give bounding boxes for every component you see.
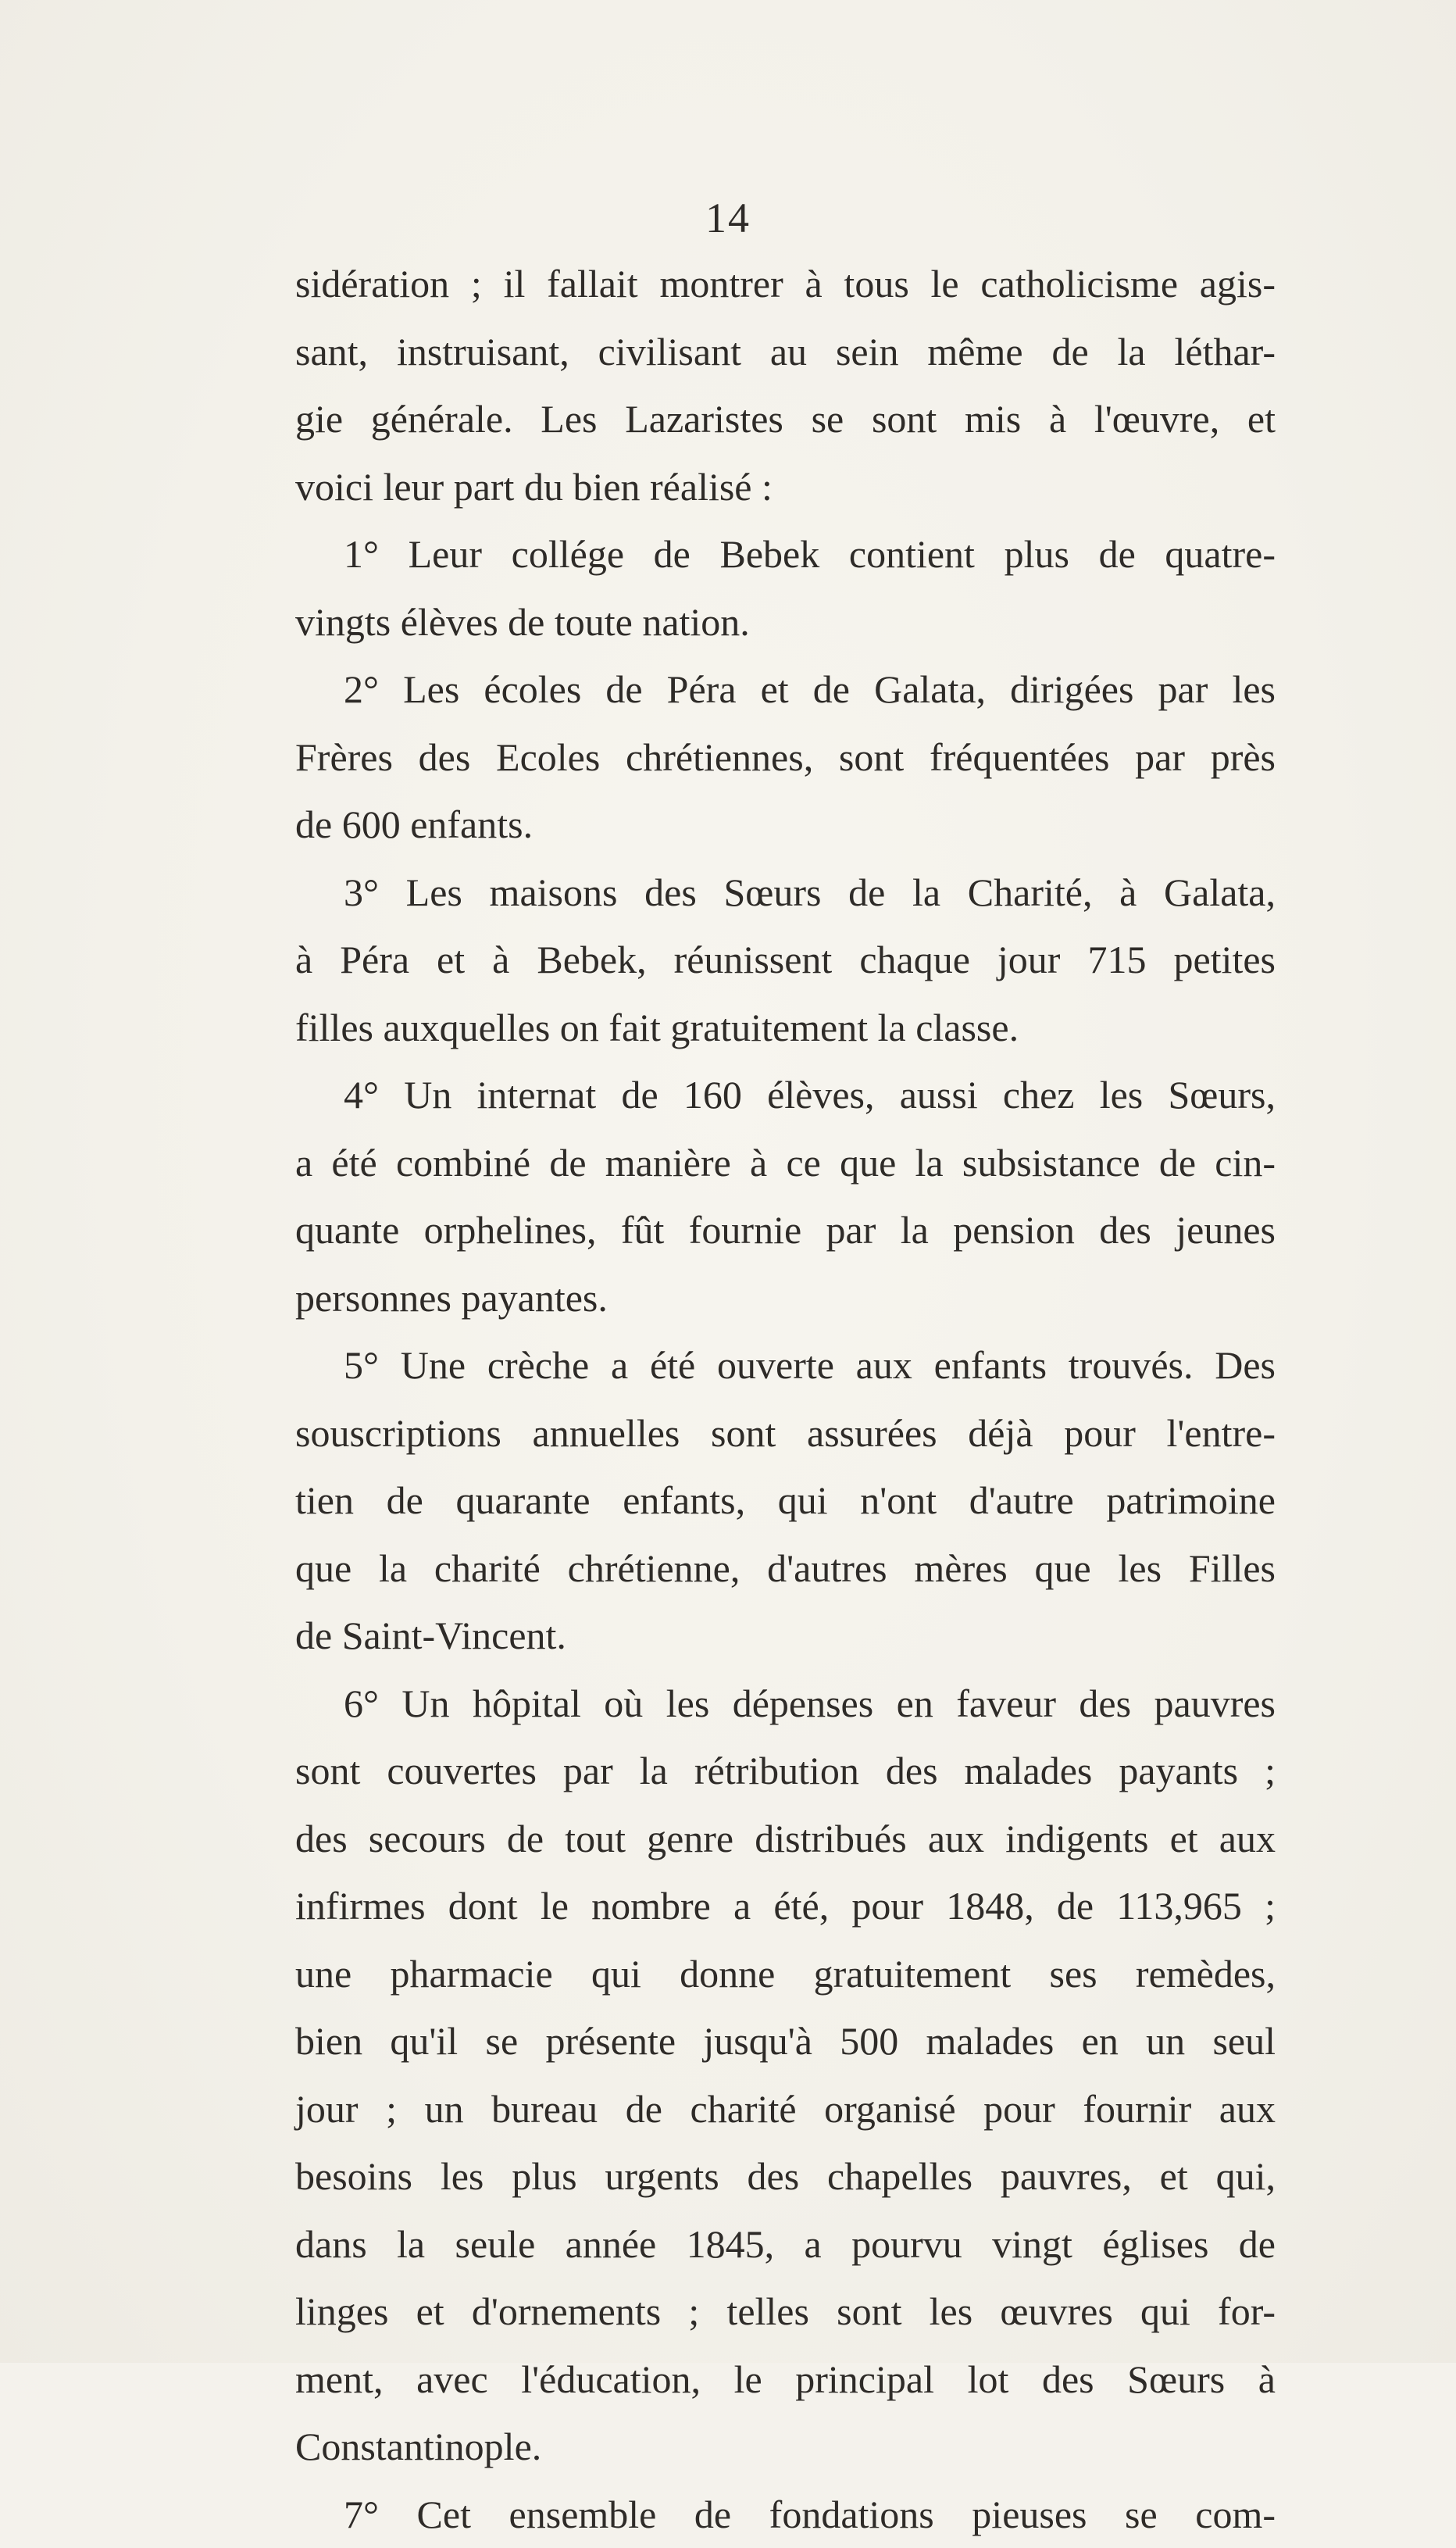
text-line: sant, instruisant, civilisant au sein même de la léthar- <box>295 318 1276 386</box>
text-line: 1° Leur collége de Bebek contient plus de quatre- <box>295 520 1276 588</box>
text-line: gie générale. Les Lazaristes se sont mis à l'œuvre, et <box>295 385 1276 453</box>
text-line: de Saint-Vincent. <box>295 1602 1276 1670</box>
text-line: 2° Les écoles de Péra et de Galata, dirigées par les <box>295 656 1276 724</box>
text-line: besoins les plus urgents des chapelles pauvres, et qui, <box>295 2142 1276 2210</box>
text-line: des secours de tout genre distribués aux indigents et aux <box>295 1805 1276 1873</box>
text-line: Constantinople. <box>295 2413 1276 2481</box>
text-line: 5° Une crèche a été ouverte aux enfants trouvés. Des <box>295 1331 1276 1399</box>
text-line: sont couvertes par la rétribution des malades payants ; <box>295 1737 1276 1805</box>
text-line: dans la seule année 1845, a pourvu vingt églises de <box>295 2210 1276 2278</box>
text-line: infirmes dont le nombre a été, pour 1848, de 113,965 ; <box>295 1872 1276 1940</box>
text-line: vingts élèves de toute nation. <box>295 588 1276 656</box>
text-line: filles auxquelles on fait gratuitement la classe. <box>295 994 1276 1062</box>
text-line: 6° Un hôpital où les dépenses en faveur des pauvres <box>295 1670 1276 1738</box>
text-line: ment, avec l'éducation, le principal lot des Sœurs à <box>295 2346 1276 2414</box>
text-line: a été combiné de manière à ce que la subsistance de cin- <box>295 1129 1276 1197</box>
body-text <box>295 250 1276 2548</box>
text-line: 3° Les maisons des Sœurs de la Charité, à Galata, <box>295 859 1276 927</box>
text-line: tien de quarante enfants, qui n'ont d'autre patrimoine <box>295 1467 1276 1535</box>
text-line: à Péra et à Bebek, réunissent chaque jour 715 petites <box>295 926 1276 994</box>
text-line: 4° Un internat de 160 élèves, aussi chez les Sœurs, <box>295 1061 1276 1129</box>
text-line: jour ; un bureau de charité organisé pour fournir aux <box>295 2075 1276 2143</box>
text-line: personnes payantes. <box>295 1264 1276 1332</box>
text-line: que la charité chrétienne, d'autres mères que les Filles <box>295 1535 1276 1603</box>
text-line: de 600 enfants. <box>295 791 1276 859</box>
text-line: une pharmacie qui donne gratuitement ses remèdes, <box>295 1940 1276 2008</box>
text-line: linges et d'ornements ; telles sont les œuvres qui for- <box>295 2278 1276 2346</box>
text-line: souscriptions annuelles sont assurées déjà pour l'entre- <box>295 1399 1276 1467</box>
text-line: bien qu'il se présente jusqu'à 500 malades en un seul <box>295 2007 1276 2075</box>
text-line: 7° Cet ensemble de fondations pieuses se com- <box>295 2481 1276 2548</box>
text-line: voici leur part du bien réalisé : <box>295 453 1276 521</box>
text-line: quante orphelines, fût fournie par la pension des jeunes <box>295 1196 1276 1264</box>
page-number: 14 <box>0 194 1456 242</box>
text-line: Frères des Ecoles chrétiennes, sont fréquentées par près <box>295 724 1276 792</box>
text-line: sidération ; il fallait montrer à tous le catholicisme agis- <box>295 250 1276 318</box>
